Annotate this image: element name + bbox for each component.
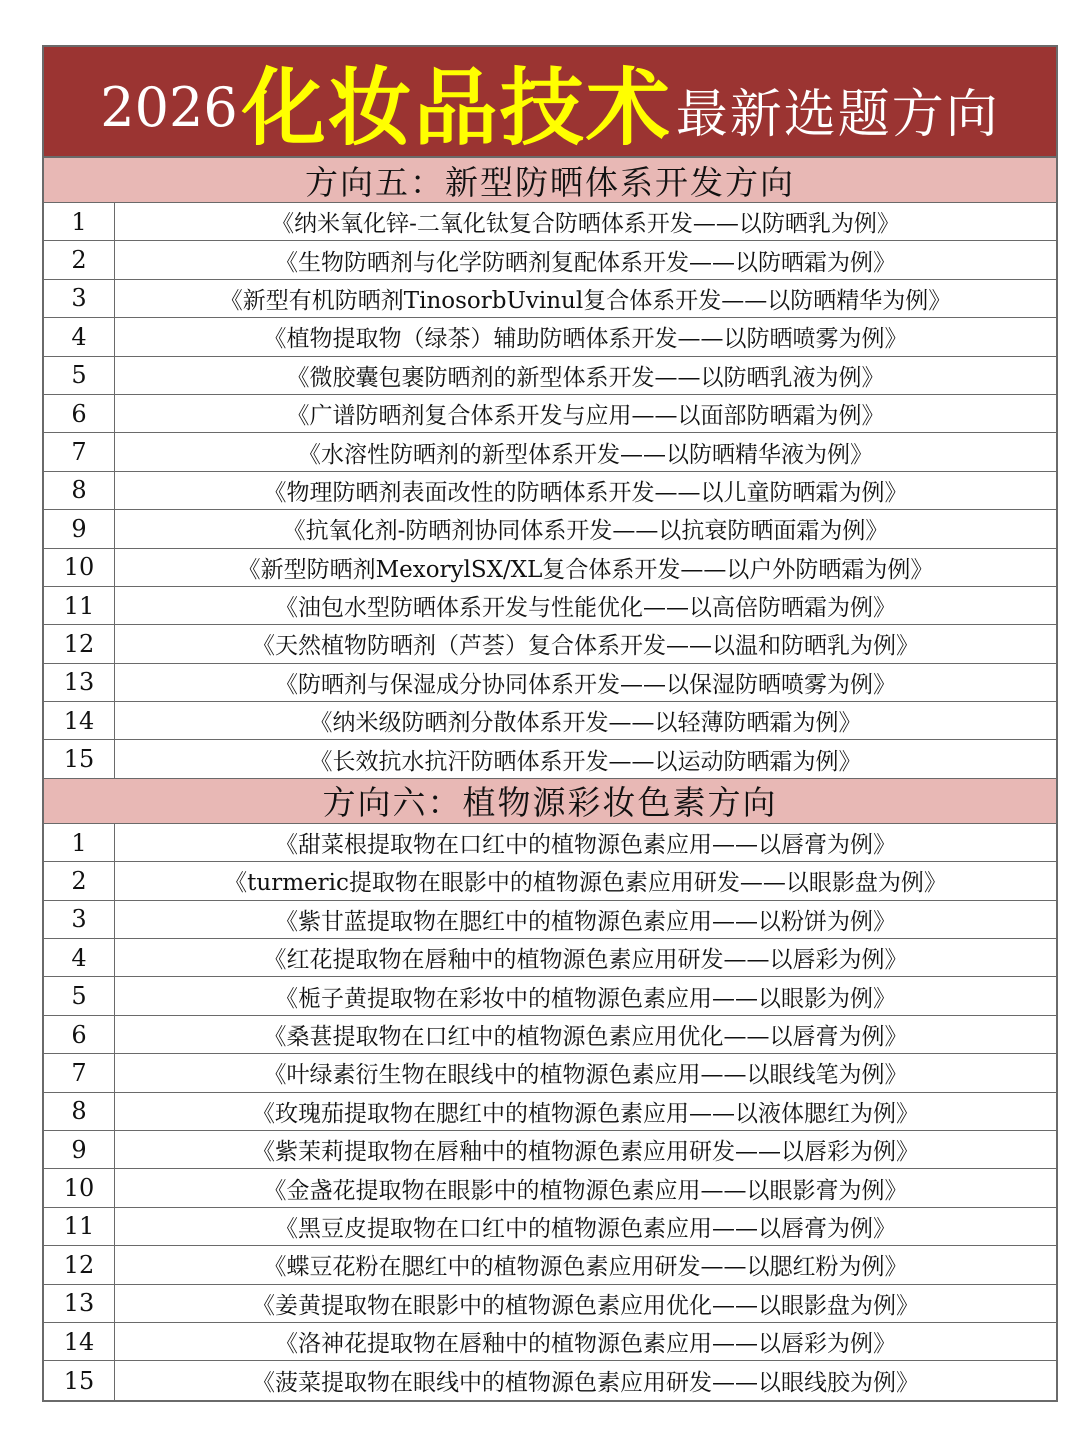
row-title: 《天然植物防晒剂（芦荟）复合体系开发——以温和防晒乳为例》 bbox=[252, 633, 919, 660]
row-number: 15 bbox=[44, 1361, 115, 1399]
row-title: 《生物防晒剂与化学防晒剂复配体系开发——以防晒霜为例》 bbox=[275, 249, 896, 276]
row-title: 《叶绿素衍生物在眼线中的植物源色素应用——以眼线笔为例》 bbox=[263, 1062, 908, 1089]
row-number: 4 bbox=[44, 939, 115, 976]
row-title: 《微胶囊包裹防晒剂的新型体系开发——以防晒乳液为例》 bbox=[286, 364, 885, 391]
title-banner bbox=[44, 47, 1056, 158]
row-number: 5 bbox=[44, 357, 115, 394]
row-number: 12 bbox=[44, 625, 115, 662]
table-row bbox=[44, 664, 1056, 702]
row-number: 8 bbox=[44, 472, 115, 509]
row-title: 《物理防晒剂表面改性的防晒体系开发——以儿童防晒霜为例》 bbox=[263, 479, 908, 506]
row-number: 2 bbox=[44, 862, 115, 899]
section-heading: 方向六：植物源彩妆色素方向 bbox=[44, 779, 1056, 824]
table-row bbox=[44, 740, 1056, 778]
table-row bbox=[44, 977, 1056, 1015]
table-row bbox=[44, 510, 1056, 548]
table-row bbox=[44, 1323, 1056, 1361]
row-title: 《黑豆皮提取物在口红中的植物源色素应用——以唇膏为例》 bbox=[275, 1215, 896, 1242]
row-title: 《金盏花提取物在眼影中的植物源色素应用——以眼影膏为例》 bbox=[263, 1177, 908, 1204]
row-number: 10 bbox=[44, 1169, 115, 1206]
row-title: 《蝶豆花粉在腮红中的植物源色素应用研发——以腮红粉为例》 bbox=[263, 1254, 908, 1281]
table-row bbox=[44, 1131, 1056, 1169]
table-row bbox=[44, 395, 1056, 433]
topic-table bbox=[42, 45, 1058, 1402]
title-main: 化妆品技术 bbox=[241, 59, 672, 157]
row-title: 《纳米氧化锌-二氧化钛复合防晒体系开发——以防晒乳为例》 bbox=[271, 211, 900, 238]
row-number: 13 bbox=[44, 664, 115, 701]
table-row bbox=[44, 318, 1056, 356]
title-sub: 最新选题方向 bbox=[675, 85, 1000, 145]
table-row bbox=[44, 1093, 1056, 1131]
table-row bbox=[44, 1361, 1056, 1399]
row-number: 7 bbox=[44, 1054, 115, 1091]
row-number: 8 bbox=[44, 1093, 115, 1130]
row-number: 9 bbox=[44, 510, 115, 547]
table-row bbox=[44, 280, 1056, 318]
row-title: 《红花提取物在唇釉中的植物源色素应用研发——以唇彩为例》 bbox=[263, 947, 908, 974]
table-row bbox=[44, 587, 1056, 625]
row-title: 《洛神花提取物在唇釉中的植物源色素应用——以唇彩为例》 bbox=[275, 1331, 896, 1358]
table-row bbox=[44, 862, 1056, 900]
table-row bbox=[44, 702, 1056, 740]
table-row bbox=[44, 1016, 1056, 1054]
table-row bbox=[44, 1054, 1056, 1092]
row-number: 1 bbox=[44, 203, 115, 240]
row-number: 1 bbox=[44, 824, 115, 861]
row-title: 《新型有机防晒剂TinosorbUvinul复合体系开发——以防晒精华为例》 bbox=[219, 287, 952, 314]
row-number: 15 bbox=[44, 740, 115, 777]
row-title: 《长效抗水抗汗防晒体系开发——以运动防晒霜为例》 bbox=[309, 748, 862, 775]
table-row bbox=[44, 549, 1056, 587]
table-row bbox=[44, 1285, 1056, 1323]
row-title: 《菠菜提取物在眼线中的植物源色素应用研发——以眼线胶为例》 bbox=[252, 1370, 919, 1397]
row-title: 《紫甘蓝提取物在腮红中的植物源色素应用——以粉饼为例》 bbox=[275, 908, 896, 935]
row-number: 6 bbox=[44, 395, 115, 432]
table-row bbox=[44, 203, 1056, 241]
row-number: 4 bbox=[44, 318, 115, 355]
row-title: 《纳米级防晒剂分散体系开发——以轻薄防晒霜为例》 bbox=[309, 710, 862, 737]
row-title: 《甜菜根提取物在口红中的植物源色素应用——以唇膏为例》 bbox=[275, 832, 896, 859]
sections-container bbox=[44, 158, 1056, 1400]
row-number: 10 bbox=[44, 549, 115, 586]
section-heading: 方向五：新型防晒体系开发方向 bbox=[44, 158, 1056, 203]
row-title: 《新型防晒剂MexorylSX/XL复合体系开发——以户外防晒霜为例》 bbox=[237, 556, 934, 583]
table-row bbox=[44, 357, 1056, 395]
row-title: 《抗氧化剂-防晒剂协同体系开发——以抗衰防晒面霜为例》 bbox=[282, 518, 889, 545]
row-number: 3 bbox=[44, 901, 115, 938]
row-number: 7 bbox=[44, 433, 115, 470]
row-number: 12 bbox=[44, 1246, 115, 1283]
table-row bbox=[44, 625, 1056, 663]
row-title: 《油包水型防晒体系开发与性能优化——以高倍防晒霜为例》 bbox=[275, 595, 896, 622]
table-row bbox=[44, 472, 1056, 510]
row-title: 《栀子黄提取物在彩妆中的植物源色素应用——以眼影为例》 bbox=[275, 985, 896, 1012]
row-number: 11 bbox=[44, 587, 115, 624]
row-title: 《广谱防晒剂复合体系开发与应用——以面部防晒霜为例》 bbox=[286, 403, 885, 430]
table-row bbox=[44, 939, 1056, 977]
row-number: 11 bbox=[44, 1208, 115, 1245]
row-title: 《防晒剂与保湿成分协同体系开发——以保湿防晒喷雾为例》 bbox=[275, 671, 896, 698]
row-title: 《植物提取物（绿茶）辅助防晒体系开发——以防晒喷雾为例》 bbox=[263, 326, 908, 353]
table-row bbox=[44, 1169, 1056, 1207]
row-number: 3 bbox=[44, 280, 115, 317]
row-number: 14 bbox=[44, 702, 115, 739]
table-row bbox=[44, 433, 1056, 471]
row-number: 5 bbox=[44, 977, 115, 1014]
row-number: 9 bbox=[44, 1131, 115, 1168]
row-title: 《姜黄提取物在眼影中的植物源色素应用优化——以眼影盘为例》 bbox=[252, 1292, 919, 1319]
row-number: 14 bbox=[44, 1323, 115, 1360]
title-year: 2026 bbox=[100, 76, 238, 139]
row-title: 《紫茉莉提取物在唇釉中的植物源色素应用研发——以唇彩为例》 bbox=[252, 1139, 919, 1166]
row-title: 《turmeric提取物在眼影中的植物源色素应用研发——以眼影盘为例》 bbox=[224, 870, 947, 897]
row-title: 《水溶性防晒剂的新型体系开发——以防晒精华液为例》 bbox=[298, 441, 873, 468]
row-number: 6 bbox=[44, 1016, 115, 1053]
row-title: 《桑葚提取物在口红中的植物源色素应用优化——以唇膏为例》 bbox=[263, 1024, 908, 1050]
table-row bbox=[44, 824, 1056, 862]
table-row bbox=[44, 901, 1056, 939]
row-title: 《玫瑰茄提取物在腮红中的植物源色素应用——以液体腮红为例》 bbox=[252, 1100, 919, 1127]
table-row bbox=[44, 241, 1056, 279]
table-row bbox=[44, 1246, 1056, 1284]
table-row bbox=[44, 1208, 1056, 1246]
row-number: 2 bbox=[44, 241, 115, 278]
row-number: 13 bbox=[44, 1285, 115, 1322]
